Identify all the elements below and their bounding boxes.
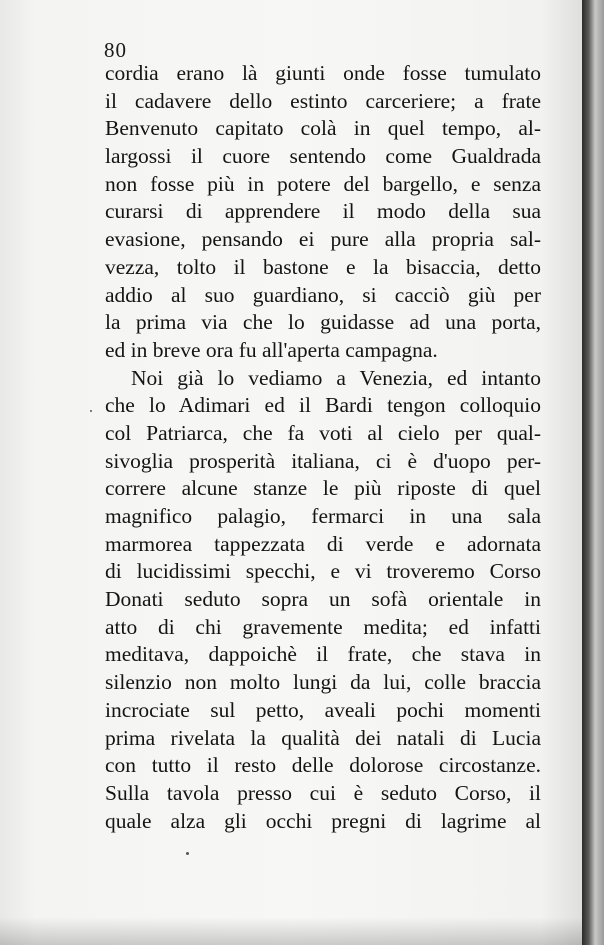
text-line: di lucidissimi specchi, e vi troveremo Corso [105,559,541,584]
text-line: incrociate sul petto, aveali pochi momenti [105,697,541,722]
text-line: marmorea tappezzata di verde e adornata [105,531,541,556]
text-line: curarsi di apprendere il modo della sua [105,199,541,224]
text-line: prima rivelata la qualità dei natali di Lucia [105,725,541,750]
text-line: col Patriarca, che fa voti al cielo per qual- [105,420,541,445]
page-shadow [0,917,588,945]
text-line: meditava, dappoichè il frate, che stava in [105,642,541,667]
book-spine-edge [582,0,604,945]
text-line: Noi già lo vediamo a Venezia, ed intanto [131,365,541,390]
text-line: Sulla tavola presso cui è seduto Corso, il [105,780,541,805]
print-speck [90,410,92,412]
text-line: cordia erano là giunti onde fosse tumulato [105,61,541,85]
text-line: evasione, pensando ei pure alla propria sal- [105,227,541,252]
text-line: ed in breve ora fu all'aperta campagna. [105,337,438,362]
text-line: sivoglia prosperità italiana, ci è d'uopo per- [105,448,541,473]
text-line: con tutto il resto delle dolorose circostanze. [105,753,541,778]
page-number: 80 [104,38,127,62]
text-line: magnifico palagio, fermarci in una sala [105,504,541,528]
text-line: correre alcune stanze le più riposte di quel [105,476,541,501]
text-line: Benvenuto capitato colà in quel tempo, al- [105,116,541,141]
text-line: quale alza gli occhi pregni di lagrime al [105,808,541,833]
text-line: la prima via che lo guidasse ad una porta, [105,310,541,335]
text-line: silenzio non molto lungi da lui, colle braccia [105,670,541,695]
print-speck [186,852,189,855]
text-line: largossi il cuore sentendo come Gualdrada [105,144,541,169]
text-line: Donati seduto sopra un sofà orientale in [105,587,541,612]
text-line: atto di chi gravemente medita; ed infatti [105,614,541,639]
text-line: che lo Adimari ed il Bardi tengon colloquio [105,393,541,418]
text-line: vezza, tolto il bastone e la bisaccia, detto [105,254,541,279]
body-text [105,60,541,835]
text-line: il cadavere dello estinto carceriere; a frate [105,88,541,113]
text-line: non fosse più in potere del bargello, e senza [105,171,541,196]
text-line: addio al suo guardiano, si cacciò giù per [105,282,541,307]
